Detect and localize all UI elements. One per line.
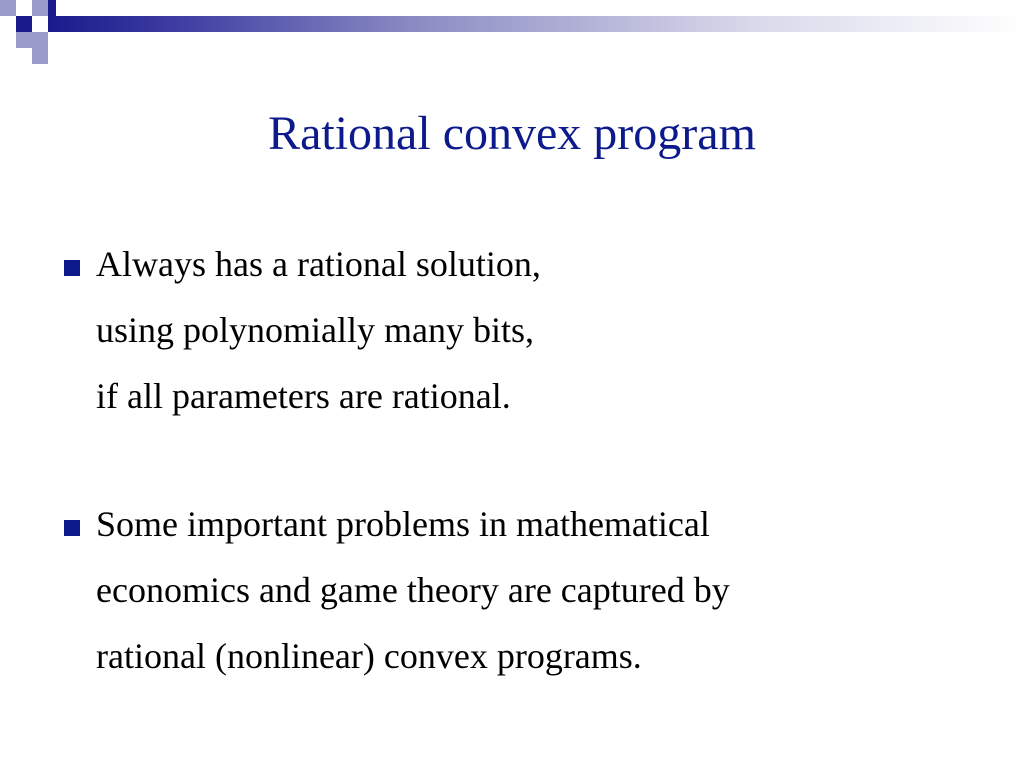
checker-square-icon — [16, 16, 32, 32]
checker-square-icon — [16, 32, 32, 48]
header-decoration — [0, 0, 1024, 64]
header-gradient-bar — [48, 16, 1024, 32]
bullet-line: if all parameters are rational. — [96, 376, 511, 416]
bullet-line: using polynomially many bits, — [96, 310, 534, 350]
checker-square-icon — [0, 0, 16, 16]
bullet-line: Always has a rational solution, — [96, 244, 541, 284]
checker-square-icon — [32, 48, 48, 64]
checker-square-icon — [32, 0, 48, 16]
bullet-line: Some important problems in mathematical — [96, 504, 710, 544]
slide-title: Rational convex program — [268, 107, 756, 160]
checker-square-icon — [32, 32, 48, 48]
bullet-line: rational (nonlinear) convex programs. — [96, 636, 642, 676]
square-bullet-icon — [64, 520, 80, 536]
checker-square-icon — [48, 0, 56, 16]
bullet-line: economics and game theory are captured by — [96, 570, 730, 610]
square-bullet-icon — [64, 260, 80, 276]
